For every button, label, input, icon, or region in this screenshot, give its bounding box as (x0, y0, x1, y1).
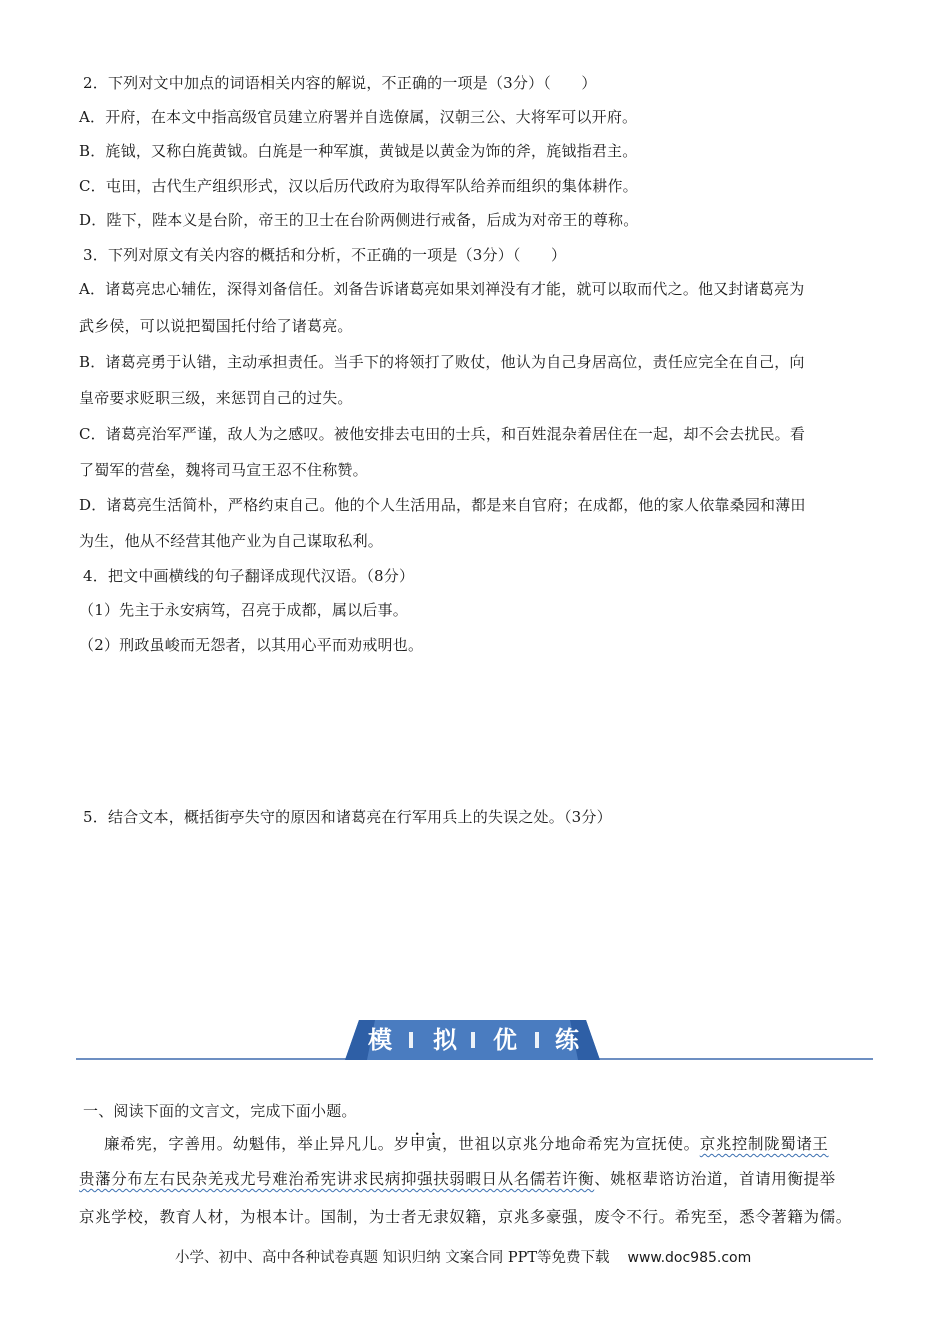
footer-url: www.doc985.com (627, 1250, 752, 1266)
q2-option-d: D．陛下，陛本义是台阶，帝王的卫士在台阶两侧进行戒备，后成为对帝王的尊称。 (79, 211, 639, 229)
q2-option-c: C．屯田，古代生产组织形式，汉以后历代政府为取得军队给养而组织的集体耕作。 (79, 177, 638, 195)
q2-option-a: A．开府，在本文中指高级官员建立府署并自选僚属，汉朝三公、大将军可以开府。 (79, 108, 638, 126)
emphasis-dot-char-1: 甲 (409, 1135, 427, 1153)
q3-option-d-line2: 为生，他从不经营其他产业为自己谋取私利。 (79, 532, 384, 550)
q2-option-b: B．旄钺，又称白旄黄钺。白旄是一种军旗，黄钺是以黄金为饰的斧，旄钺指君主。 (79, 142, 638, 160)
banner-char-2: 拟 (433, 1026, 457, 1054)
q4-sentence-2: （2）刑政虽峻而无怨者，以其用心平而劝戒明也。 (79, 636, 424, 654)
emphasis-dot-char-2: 寅 (426, 1135, 443, 1153)
q2-stem: 2．下列对文中加点的词语相关内容的解说，不正确的一项是（3分）（ ） (83, 74, 597, 92)
passage-line-1 (104, 1133, 829, 1155)
q3-option-d-line1: D．诸葛亮生活简朴，严格约束自己。他的个人生活用品，都是来自官府；在成都，他的家人依靠桑园和薄田 (79, 496, 806, 514)
footer-text: 小学、初中、高中各种试卷真题 知识归纳 文案合同 PPT等免费下载 (175, 1250, 610, 1266)
q4-stem: 4．把文中画横线的句子翻译成现代汉语。（8分） (83, 567, 415, 585)
q3-option-b-line2: 皇帝要求贬职三级，来惩罚自己的过失。 (79, 389, 353, 407)
passage-wavy-underline-1: 京兆控制陇蜀诸王 (699, 1135, 829, 1153)
passage-line-2 (79, 1168, 836, 1190)
banner-char-3: 优 (493, 1026, 517, 1054)
banner-char-1: 模 (368, 1026, 392, 1054)
q3-option-c-line1: C．诸葛亮治军严谨，敌人为之感叹。被他安排去屯田的士兵，和百姓混杂着居住在一起，却不会去扰民。看 (79, 425, 806, 443)
reading-intro: 一、阅读下面的文言文，完成下面小题。 (83, 1102, 357, 1120)
q3-option-b-line1: B．诸葛亮勇于认错，主动承担责任。当手下的将领打了败仗，他认为自己身居高位，责任应完全在自己，向 (79, 353, 805, 371)
passage-wavy-underline-2: 贵藩分布左右民杂羌戎尤号难治希宪讲求民病抑强扶弱暇日从名儒若许衡 (79, 1170, 595, 1188)
q3-stem: 3．下列对原文有关内容的概括和分析，不正确的一项是（3分）（ ） (83, 246, 567, 264)
q5-stem: 5．结合文本，概括街亭失守的原因和诸葛亮在行军用兵上的失误之处。（3分） (83, 808, 612, 826)
page-footer (175, 1248, 751, 1268)
q3-option-a-line2: 武乡侯，可以说把蜀国托付给了诸葛亮。 (79, 317, 353, 335)
q3-option-c-line2: 了蜀军的营垒，魏将司马宣王忍不住称赞。 (79, 461, 368, 479)
passage-line-1-middle: ，世祖以京兆分地命希宪为宣抚使。 (442, 1135, 700, 1153)
passage-line-1-start: 廉希宪，字善用。幼魁伟，举止异凡儿。岁 (104, 1135, 410, 1153)
section-banner (345, 1014, 600, 1062)
banner-char-4: 练 (555, 1026, 579, 1054)
passage-line-2-rest: 、姚枢辈谘访治道，首请用衡提举 (594, 1170, 836, 1188)
q3-option-a-line1: A．诸葛亮忠心辅佐，深得刘备信任。刘备告诉诸葛亮如果刘禅没有才能，就可以取而代之。他又封诸葛亮为 (79, 280, 805, 298)
q4-sentence-1: （1）先主于永安病笃，召亮于成都，属以后事。 (79, 601, 408, 619)
passage-line-3: 京兆学校，教育人材，为根本计。国制，为士者无隶奴籍，京兆多豪强，废令不行。希宪至，悉令著籍为儒。 (79, 1208, 852, 1226)
